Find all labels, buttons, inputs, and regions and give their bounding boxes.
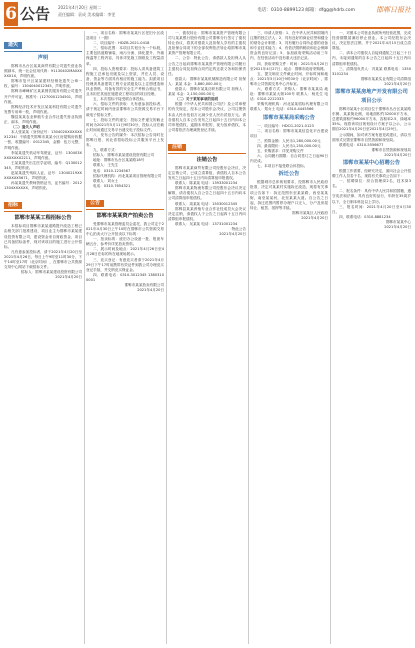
notice-paragraph: 联系人：陈某某 电话：13933001234	[175, 181, 238, 186]
notice-paragraph: 三、报名时间：2021年4月20日至4月30日。	[332, 204, 411, 214]
notice-paragraph: 邯郸经济技术开发区某某科技有限公司遗失发票专用章一枚，声明作废。	[4, 104, 82, 114]
notice-paragraph: 借款人：邯郸市某某机械制造有限公司 担保人：某某 本金：3,860,000.00元	[168, 76, 246, 86]
notice-paragraph: 邯郸市复兴区某某建材经销处遗失公章一枚，编号：1304040012345，声明作废。	[4, 79, 82, 89]
notice-paragraph: 六、联系方式：采购人：邯郸市某某局 地址：邯郸市某某大街100号 联系人：杨先生 电话：0310-2222333	[250, 87, 328, 102]
notice-signature: 邯郸市某某拍卖有限公司	[124, 283, 164, 288]
notice-body	[168, 31, 246, 133]
notice-paragraph: 本人张某某（身份证号：130402XXXXXXXX1234）不慎遗失邯郸市某某小区房屋购房收据一张，收据编号：0012345，金额：伍万元整，声明作废。	[4, 130, 82, 150]
notice-paragraph: 三、预算金额：人民币1,280,000.00元	[257, 138, 321, 143]
section-tag-tender: 招标	[4, 202, 22, 209]
notice-body	[86, 31, 164, 189]
notice-paragraph: 电话：0310-7654321	[93, 183, 131, 188]
notice-paragraph: 邯郸市某某小区项目位于邯郸市丛台区某某路东侧、某某街北侧，用地面积约32000平方米，总建筑面积约96000平方米，容积率2.5，绿地率35%。现将该项目规划设计方案予以公示，公示期自2021年4月20日至2021年4月29日。	[332, 107, 411, 132]
newspaper-logo: 邯郸日报社	[376, 6, 411, 14]
section-tag-lost: 遗失	[4, 42, 22, 49]
notice-paragraph: 二、报名条件：具有中华人民共和国国籍，遵守宪法和法律，具有良好的品行，年龄在35周岁以下，全日制本科及以上学历。	[332, 189, 411, 204]
notice-paragraph: 李某某遗失机动车驾驶证，证号：130403XXXXXXXX2211，声明作废。	[4, 150, 82, 160]
header-rule	[4, 27, 411, 29]
column-5	[332, 31, 411, 230]
notice-subheading: （二）遗失人声明	[11, 125, 40, 130]
column-divider	[84, 31, 85, 644]
page-number: 6	[5, 4, 17, 24]
section-tag-bar	[4, 31, 82, 52]
section-tag-notice: 公告	[86, 200, 104, 207]
column-divider	[330, 31, 331, 644]
notice-paragraph: 招标人：邯郸市某某建设投资有限公司	[93, 153, 155, 158]
notice-paragraph: 二、项目名称：邯郸市某某信息化平台建设项目	[250, 128, 328, 138]
notice-paragraph: 七、本项目不接受联合体投标。	[257, 164, 308, 169]
notice-paragraph: 联系人：王先生	[93, 163, 119, 168]
notice-subtitle: 项目公示	[361, 98, 382, 105]
column-divider	[166, 31, 167, 644]
notice-title: 拆迁公告	[278, 171, 300, 178]
notice-paragraph: 根据工作需要，经研究决定，面向社会公开招聘工作人员若干名，现将有关事项公告如下：	[332, 168, 411, 179]
notice-paragraph: 三、申请人资格：1、在中华人民共和国境内注册的独立法人；2、具有良好的商业信誉和健全的财务会计制度；3、具有履行合同所必需的设备和专业技术能力；4、有依法缴纳税收和社会保障资金的良好记录；5、参加政府采购活动前三年内，在经营活动中没有重大违法记录。	[250, 31, 328, 61]
notice-paragraph: 一、债权转让：邯郸市某某资产管理有限公司与某某银行股份有限公司邯郸分行签订了债权转让协议，将其对借款人及担保人享有的主债权及担保合同项下的全部权利依法转让给邯郸市某某资产管理有限公司。	[168, 31, 246, 56]
notice-paragraph: 五、本次招标不接受联合体投标。	[93, 97, 147, 102]
notice-paragraph: 王某某遗失出生医学证明，编号：Q130012345，声明作废。	[4, 160, 82, 170]
notice-paragraph: 一、招聘岗位：综合管理岗2名，技术岗3名。	[332, 179, 411, 189]
notice-body	[332, 107, 411, 148]
notice-paragraph: 本招标项目邯郸市某某道路提升改造工程已由相关部门批准建设，项目业主为邯郸市某某建设投资有限公司，建设资金来自财政资金，项目已具备招标条件，现对该项目的施工进行公开招标。	[4, 224, 82, 249]
notice-paragraph: 一、项目名称：邯郸市某某片区老旧小区改造项目（一期）	[86, 31, 164, 41]
notice-signature: 邯郸市某某中心	[385, 219, 411, 224]
notice-paragraph: 六、招标文件的获取：凡有意参加投标者，请于规定时间内登录邯郸市公共资源交易平台下载电子招标文件。	[86, 102, 164, 117]
notice-paragraph: 邯郸市某某商贸有限公司经股东会决议，决定注销公司，已成立清算组，请债权人自本公告发布之日起四十五日内向清算组申报债权。	[168, 165, 246, 181]
notice-date: 2021年4月20日	[219, 232, 246, 237]
column-divider	[248, 31, 249, 644]
notice-paragraph: 一、对照本公司营业执照所列经营范围，完成经营期限届满后停止营业。本公司经股东会决议，决定依法注销，并于2021年4月15日成立清算组。	[332, 31, 411, 51]
notice-subheading: （二）关于某某事项的说明	[175, 97, 219, 102]
editor-line: 责任编辑：袁成 美术编辑：李雯	[58, 12, 116, 17]
section-tag-bar	[168, 133, 246, 154]
notice-paragraph: 受邯郸市某某管理委员会委托，我公司定于2021年4月30日上午10时在邯郸市公共资源交易中心拍卖大厅公开拍卖以下标的：	[86, 221, 164, 237]
notice-paragraph: 采购代理机构：河北某某招标代理有限公司 联系人：郑女士 电话：0310-4445566	[250, 102, 328, 112]
notice-title: 邯郸市某某工程招标公告	[14, 215, 72, 222]
notice-paragraph: 邯郸县某某养殖专业合作社经成员大会决议决定注销，请债权人于公告之日起四十五日内向清算组申报债权。	[168, 206, 246, 221]
notice-paragraph: 四、最高限价：人民币1,250,000.00元	[257, 143, 321, 148]
notice-paragraph: 电话：0310-1234567	[93, 168, 131, 173]
notice-paragraph: 四、联系电话：0310-8881234	[339, 214, 391, 219]
notice-paragraph: 四、联系电话：0310-3012345 13803100001	[86, 272, 164, 282]
notice-paragraph: 凡有意参加投标者，请于2021年4月20日至2021年4月26日，每日上午9时至11时30分，下午14时至17时（北京时间），在邯郸市公共资源交易中心网站下载招标文件。	[4, 249, 82, 270]
notice-paragraph: 招标代理机构：河北某某项目管理有限公司	[93, 173, 162, 178]
notice-body	[332, 31, 411, 77]
notice-paragraph: 赵某某遗失残疾人证，证号：13040219XXXXXXXX5671，声明作废。	[4, 170, 82, 181]
notice-paragraph: 五、提交响应文件截止时间、开标时间和地点：2021年5月10日9时00分（北京时间），邯郸市公共资源交易中心开标室。	[250, 71, 328, 86]
notice-paragraph: 根据城市总体规划要求，经邯郸市人民政府批准，决定对某某村实施拆迁改造，现将有关事项公告如下：拆迁范围东至某某路，西至某某街，南至某某河，北至某某大道。自公告之日起，拆迁范围内暂停办理户口迁入、分户及房屋转让、租赁、抵押等手续。	[250, 180, 328, 210]
notice-date: 2021年4月20日	[384, 152, 411, 157]
contact-line: 电话：0310-8899123 邮箱：dfgg@hdrb.com	[257, 8, 355, 13]
notice-title: 邯郸市某某中心招聘公告	[342, 159, 401, 166]
section-title: 公告	[20, 5, 51, 23]
notice-paragraph: 七、投标文件的递交：投标文件递交的截止时间为2021年5月11日9时30分，投标人应在截止时间前通过交易平台递交电子投标文件。	[86, 117, 164, 132]
notice-title: 声明	[37, 55, 49, 61]
notice-paragraph: 邯郸市某某物流有限公司经股东会决议决定解散，请各债权人自公告之日起四十五日内向本公司清算组申报债权。	[168, 186, 246, 201]
section-tag-bar	[4, 191, 82, 212]
notice-body	[332, 169, 411, 220]
notice-date: 2021年4月20日	[137, 288, 164, 293]
notice-paragraph: 六、合同履行期限：自合同签订之日起90日内完成。	[250, 154, 328, 164]
date-line: 2021年4月20日 星期二	[58, 5, 102, 10]
notice-paragraph: 三、竞买登记：有意竞买者请于2021年4月29日下午17时前携带有效证件到我公司办理竞买登记手续，并交纳竞买保证金。	[86, 257, 164, 272]
notice-body	[250, 31, 328, 113]
notice-date: 2021年4月20日	[384, 81, 411, 86]
notice-date: 2021年4月20日	[384, 225, 411, 229]
notice-paragraph: 一、项目编号：HDCG-2021-0123	[257, 123, 314, 128]
notice-body	[250, 180, 328, 211]
notice-paragraph: 孙某某遗失教师资格证书，证书编号：20121304XXXXXX，声明作废。	[4, 181, 82, 191]
column-2	[86, 31, 164, 293]
notice-paragraph: 九、联系方式：	[93, 148, 119, 153]
notice-paragraph: 邯郸市峰峰矿区某某餐饮服务有限公司遗失开户许可证，核准号：J1270001234501，声明作废。	[4, 89, 82, 104]
column-1	[4, 31, 82, 280]
notice-paragraph: 借款人：邯郸市某某纺织有限公司 担保人：某某 本金：2,150,000.00元	[168, 87, 246, 97]
notice-signature: 特此公告	[231, 227, 246, 231]
notice-body	[168, 166, 246, 227]
notice-body	[250, 124, 328, 170]
notice-paragraph: 根据《中华人民共和国公司法》及公司章程的有关规定，经本公司股东会决议，公司注册资本由人民币伍佰万元减少至人民币贰佰万元。请各债权人自本公告发布之日起四十五日内向本公司申报债权，逾期未申报的，视为放弃债权，本公司将依法办理减资登记手续。	[168, 102, 246, 132]
notice-paragraph: 公示期间，如对该方案有意见或建议，请以书面形式反馈至邯郸市自然资源和规划局。	[332, 132, 411, 142]
column-3	[168, 31, 246, 237]
notice-title: 邯郸市某某资产拍卖公告	[96, 212, 154, 219]
column-4	[250, 31, 328, 221]
notice-paragraph: 联系电话：0310-5556677	[339, 142, 384, 147]
notice-paragraph: 二、公告：特此公告，请借款人及担保人从公告之日起向邯郸市某某资产管理有限公司履行主债权合同及担保合同约定的还款义务和担保责任。	[168, 56, 246, 76]
notice-paragraph: 三、招标范围：本项目共划分为一个标段，主要包括道路铺装、雨污分流、绿化提升、外墙保温等工程内容，具体详见施工图纸及工程量清单。	[86, 46, 164, 66]
notice-signature: 邯郸市自然资源和规划局	[371, 147, 411, 152]
notice-title: 注销公告	[196, 156, 218, 163]
notice-paragraph: 四、获取采购文件：时间：2021年4月20日至2021年4月27日；地点：邯郸市政府采购网。	[250, 61, 328, 71]
notice-paragraph: 五、采购需求：详见采购文件	[257, 148, 304, 153]
notice-paragraph: 二、请本公司债权人自接到通知之日起三十日内，未接到通知的自本公告之日起四十五日内向清算组申报债权。	[332, 51, 411, 66]
notice-paragraph: 联系人：刘女士	[93, 178, 119, 183]
notice-date: 2021年4月20日	[55, 275, 82, 280]
section-tag-bar	[86, 189, 164, 210]
notice-paragraph: 地址：邯郸市丛台区某某路18号	[93, 158, 145, 163]
notice-paragraph: 八、发布公告的媒介：本次招标公告同时在邯郸日报、河北省招标投标公共服务平台上发布。	[86, 132, 164, 148]
notice-paragraph: 魏县某某农业种植专业合作社遗失营业执照正、副本，声明作废。	[4, 114, 82, 125]
notice-signature: 邯郸市某某实业有限公司清算组	[360, 76, 411, 81]
section-tag-cancel: 注销	[168, 144, 186, 151]
notice-signature: 招标人：邯郸市某某建设投资有限公司	[20, 270, 82, 275]
notice-paragraph: 四、投标人资格要求：投标人须具备建筑工程施工总承包叁级及以上资质，并在人员、设备、资金等方面具有相应的施工能力。拟派项目经理须具备建筑工程专业贰级及以上注册建造师执业资格，具备有效的安全生产考核合格证书，且未担任其他在施建设工程项目的项目经理。	[86, 66, 164, 97]
notice-paragraph: 二、项目编号：HDZB-2021-0418	[93, 41, 150, 46]
notice-paragraph: 联系人：吴某某 电话：13731001234	[175, 221, 238, 226]
notice-paragraph: 联系人：周某某 电话：15030012345	[175, 201, 238, 206]
notice-title: 邯郸市某某局采购公告	[263, 114, 315, 121]
notice-title: 邯郸市某某房地产开发有限公司	[335, 89, 408, 96]
masthead	[0, 0, 415, 32]
notice-paragraph: 三、清算组负责人：冯某某 联系电话：13503101234	[332, 66, 411, 76]
notice-body	[4, 224, 82, 270]
notice-date: 2021年4月20日	[301, 216, 328, 220]
notice-paragraph: 一、拍卖标的：废旧办公设备一批、报废车辆五台，参考价详见拍卖资料。	[86, 237, 164, 247]
notice-body	[86, 222, 164, 283]
notice-paragraph: 邯郸市丛台区某某商贸有限公司遗失营业执照副本，统一社会信用代码：91130402MA0XXXXX1X，声明作废。	[4, 64, 82, 79]
notice-signature: 邯郸市某某区人民政府	[292, 210, 328, 215]
notice-paragraph: 二、展示时间及地点：2021年4月26日至4月28日在标的所在地现场展示。	[86, 247, 164, 257]
notice-body	[4, 64, 82, 191]
